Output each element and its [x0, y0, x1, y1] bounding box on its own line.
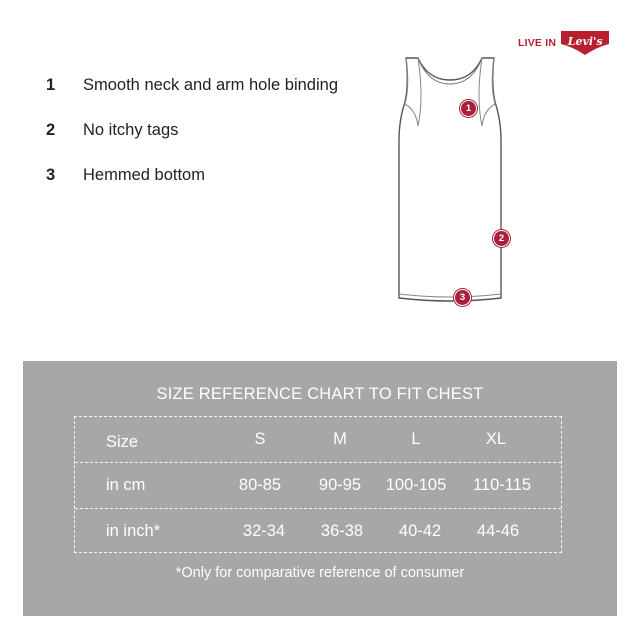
- callout-marker: 1: [460, 100, 477, 117]
- feature-number: 1: [46, 76, 56, 94]
- row-label: Size: [106, 433, 139, 451]
- brand-tagline: LIVE IN: [518, 37, 557, 49]
- table-cell: 36-38: [320, 522, 364, 540]
- feature-text: No itchy tags: [83, 121, 179, 139]
- size-chart-panel: [23, 361, 617, 616]
- table-header-row: [75, 417, 561, 463]
- brand-logo-text: Levi's: [567, 35, 603, 48]
- table-cell: 100-105: [385, 476, 447, 494]
- feature-number: 3: [46, 166, 56, 184]
- callout-marker: 2: [493, 230, 510, 247]
- feature-text: Smooth neck and arm hole binding: [83, 76, 338, 94]
- table-row: [75, 463, 561, 509]
- table-cell: 32-34: [242, 522, 286, 540]
- callout-marker: 3: [454, 289, 471, 306]
- tank-top-illustration: [380, 52, 520, 314]
- row-label: in inch*: [106, 522, 161, 540]
- size-cell: M: [333, 430, 347, 448]
- table-cell: 80-85: [238, 476, 282, 494]
- size-chart-footnote: *Only for comparative reference of consumer: [175, 565, 465, 581]
- size-cell: XL: [485, 430, 507, 448]
- table-cell: 90-95: [318, 476, 362, 494]
- table-cell: 110-115: [472, 476, 532, 494]
- tank-top-icon: [380, 52, 520, 314]
- size-cell: S: [254, 430, 266, 448]
- brand-header: [518, 30, 610, 56]
- feature-number: 2: [46, 121, 56, 139]
- feature-text: Hemmed bottom: [83, 166, 205, 184]
- levis-logo: [560, 30, 610, 56]
- table-cell: 40-42: [398, 522, 442, 540]
- table-row: [75, 509, 561, 554]
- size-chart-title: SIZE REFERENCE CHART TO FIT CHEST: [156, 385, 484, 403]
- table-cell: 44-46: [476, 522, 520, 540]
- size-cell: L: [411, 430, 421, 448]
- size-table: [74, 416, 562, 553]
- row-label: in cm: [106, 476, 146, 494]
